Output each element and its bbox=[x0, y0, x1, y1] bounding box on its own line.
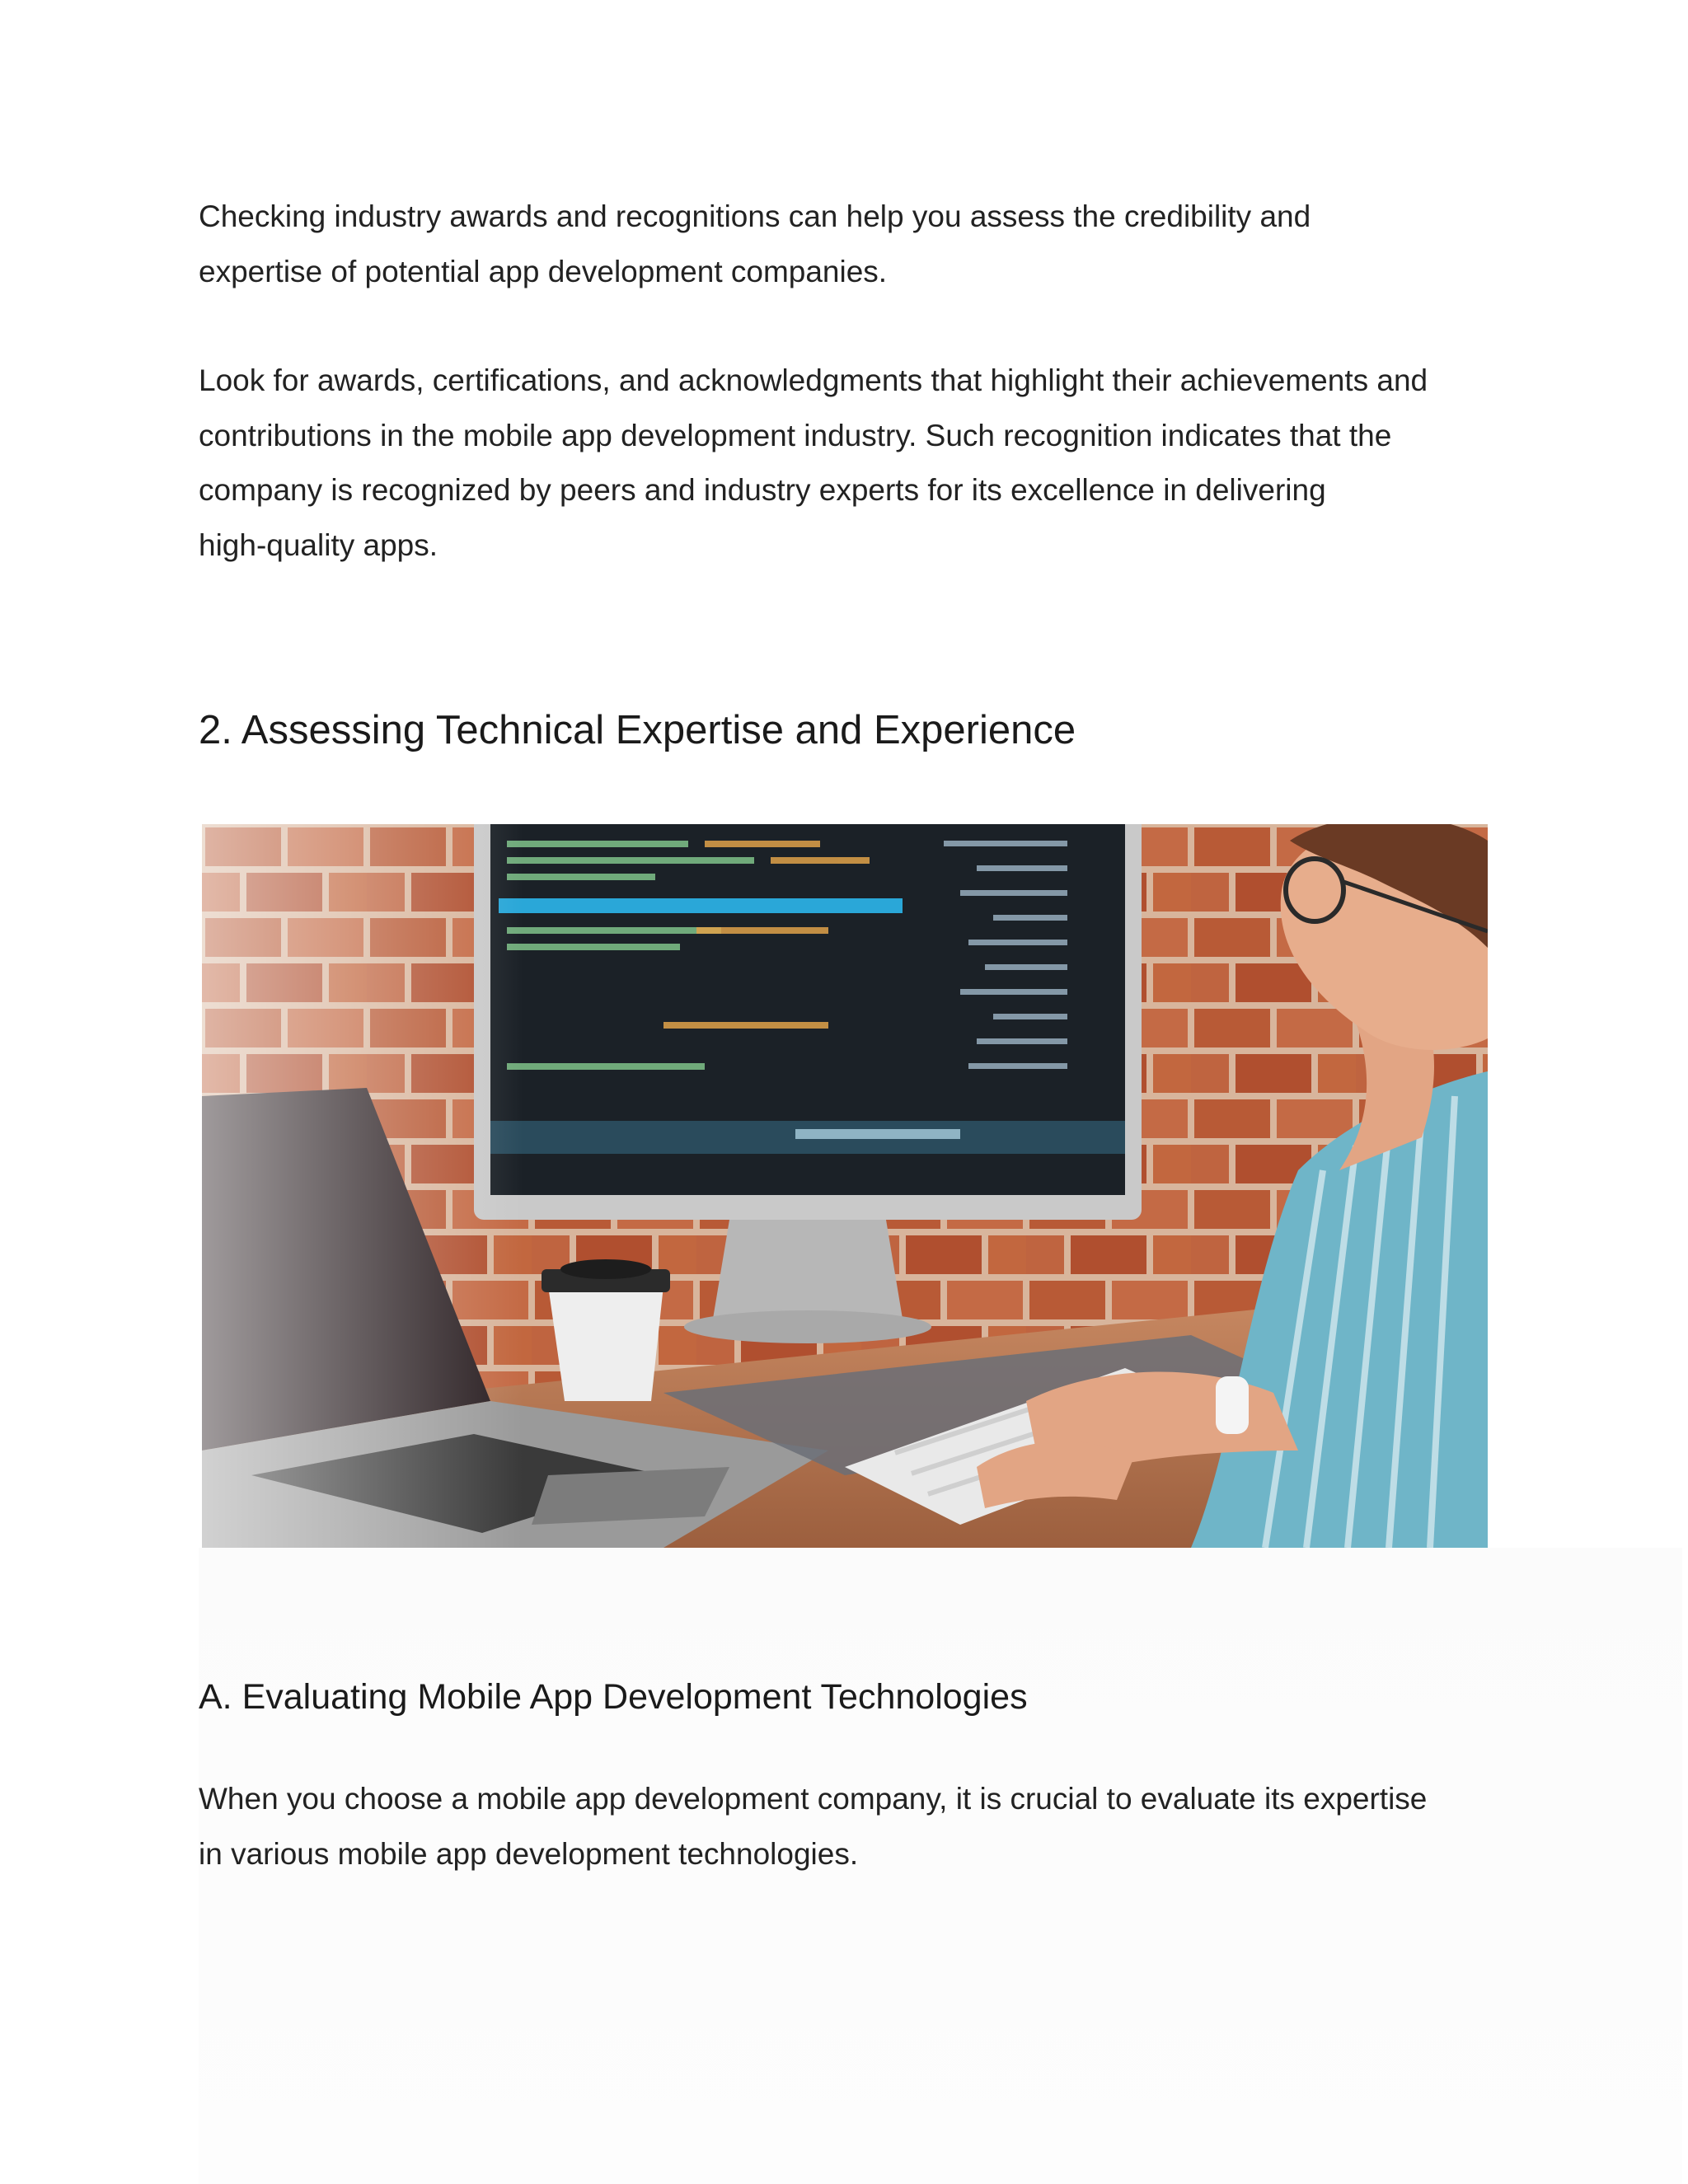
paragraph-awards-intro: Checking industry awards and recognitions can help you assess the credibility and expertise of potential app development companies. bbox=[199, 199, 1311, 288]
paragraph-technologies-intro: When you choose a mobile app development company, it is crucial to evaluate its expertise in various mobile app development technologies. bbox=[199, 1782, 1428, 1871]
subsection-heading-technologies: A. Evaluating Mobile App Development Technologies bbox=[199, 1677, 1028, 1717]
paragraph-awards-detail: Look for awards, certifications, and acknowledgments that highlight their achievements and contributions in the mobile app development industry. Such recognition indicates that the company is recognized by peers and industry experts for its excellence in delivering high-quality apps. bbox=[199, 363, 1428, 562]
developer-photo bbox=[202, 824, 1488, 1548]
section-heading-technical-expertise: 2. Assessing Technical Expertise and Experience bbox=[199, 708, 1076, 752]
